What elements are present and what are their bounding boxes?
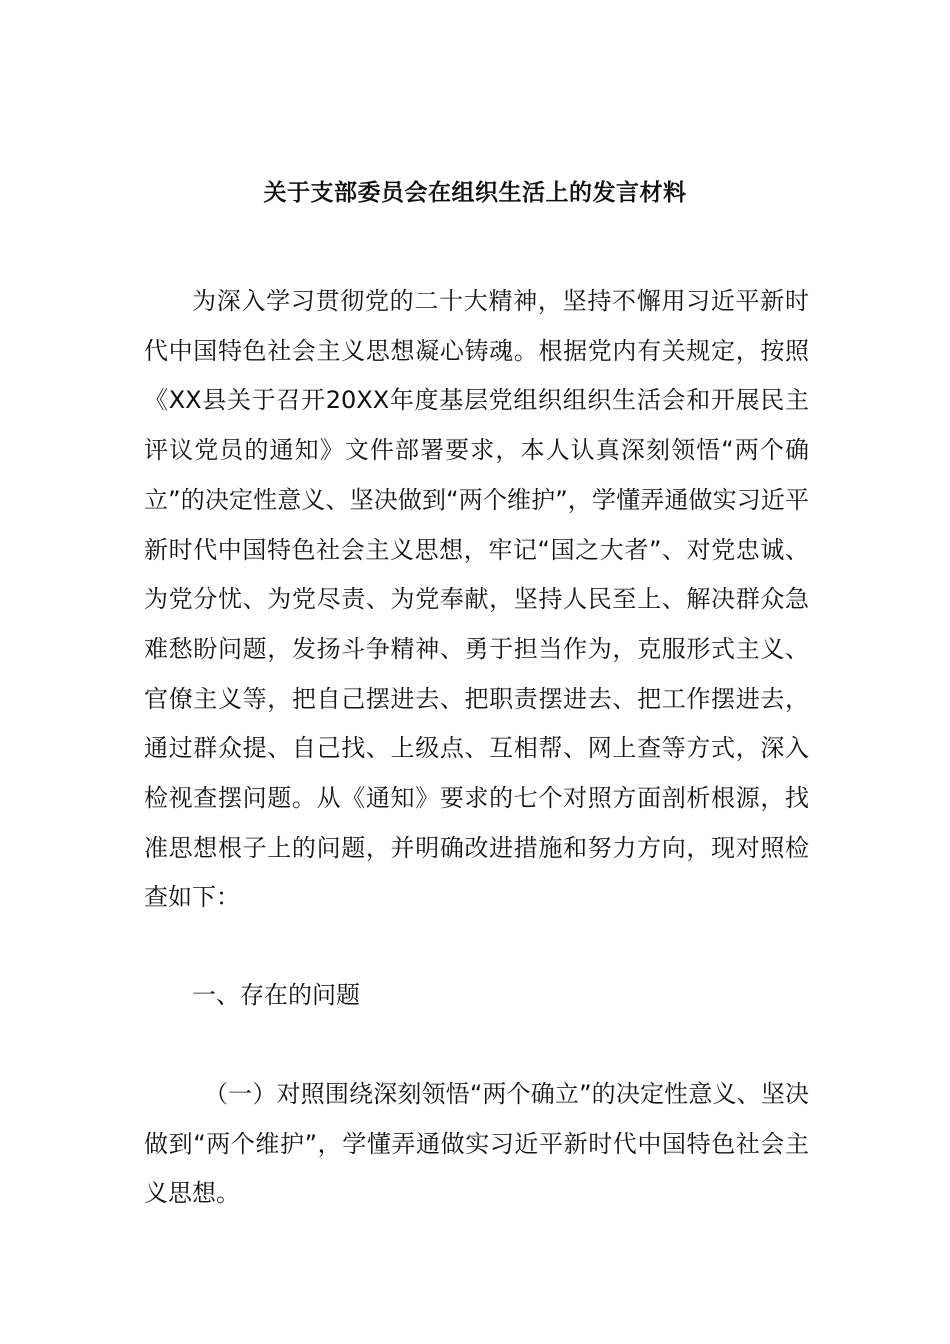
section-heading: 一、存在的问题 — [192, 981, 360, 1009]
sub-heading: （一）对照围绕深刻领悟“两个确立”的决定性意义、坚决做到“两个维护”，学懂弄通做实习近平新时代中国特色社会主义思想。 — [144, 1080, 809, 1208]
intro-paragraph: 为深入学习贯彻党的二十大精神，坚持不懈用习近平新时代中国特色社会主义思想凝心铸魂。根据党内有关规定，按照《XX县关于召开20XX年度基层党组织组织生活会和开展民主评议党员的通知》文件部署要求，本人认真深刻领悟“两个确立”的决定性意义、坚决做到“两个维护”，学懂弄通做实习近平新时代中国特色社会主义思想，牢记“国之大者”、对党忠诚、为党分忧、为党尽责、为党奉献，坚持人民至上、解决群众急难愁盼问题，发扬斗争精神、勇于担当作为，克服形式主义、官僚主义等，把自己摆进去、把职责摆进去、把工作摆进去，通过群众提、自己找、上级点、互相帮、网上查等方式，深入检视查摆问题。从《通知》要求的七个对照方面剖析根源，找准思想根子上的问题，并明确改进措施和努力方向，现对照检查如下： — [144, 287, 809, 912]
document-title: 关于支部委员会在组织生活上的发言材料 — [263, 180, 687, 207]
